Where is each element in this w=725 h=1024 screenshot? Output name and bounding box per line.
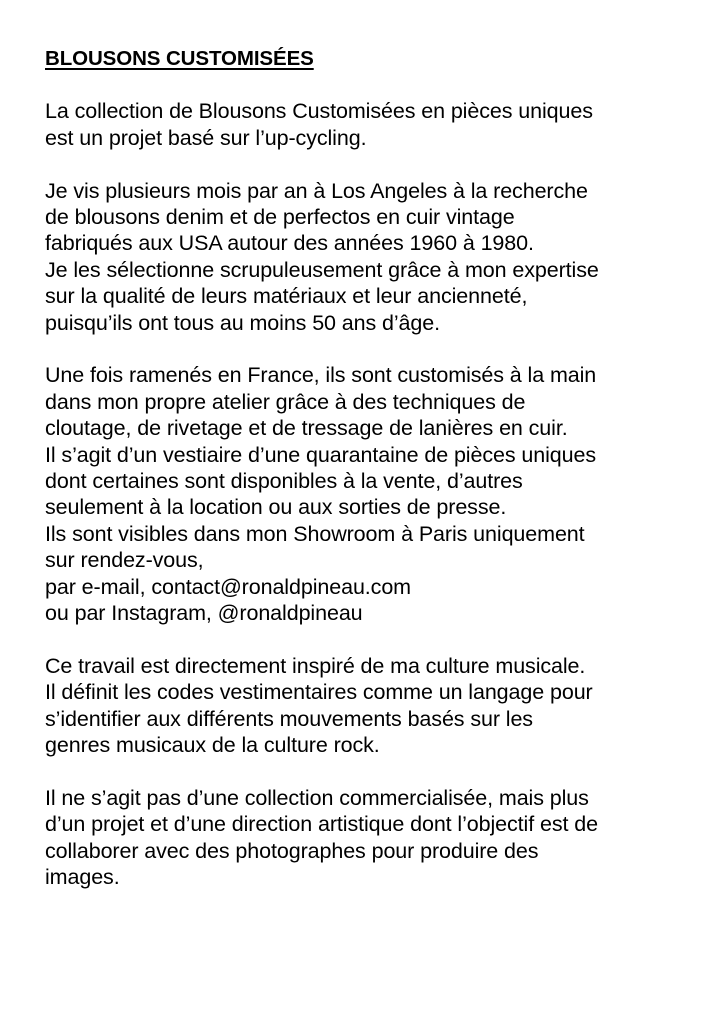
- text-line: La collection de Blousons Customisées en pièces uniques: [45, 99, 593, 124]
- text-line: de blousons denim et de perfectos en cuir vintage: [45, 205, 515, 230]
- paragraph-customisation: [45, 362, 720, 626]
- text-line: Il s’agit d’un vestiaire d’une quarantaine de pièces uniques: [45, 442, 596, 467]
- text-line: Il définit les codes vestimentaires comme un langage pour: [45, 680, 593, 705]
- text-line: puisqu’ils ont tous au moins 50 ans d’âge.: [45, 310, 440, 335]
- contact-email-line: par e-mail, contact@ronaldpineau.com: [45, 574, 411, 599]
- text-line: Une fois ramenés en France, ils sont customisés à la main: [45, 363, 597, 388]
- paragraph-culture: [45, 653, 720, 759]
- text-line: dont certaines sont disponibles à la vente, d’autres: [45, 469, 523, 494]
- text-line: cloutage, de rivetage et de tressage de lanières en cuir.: [45, 416, 568, 441]
- text-line: Ce travail est directement inspiré de ma culture musicale.: [45, 653, 586, 678]
- text-line: genres musicaux de la culture rock.: [45, 733, 380, 758]
- text-line: d’un projet et d’une direction artistique dont l’objectif est de: [45, 812, 598, 837]
- text-line: dans mon propre atelier grâce à des techniques de: [45, 389, 526, 414]
- text-line: Ils sont visibles dans mon Showroom à Paris uniquement: [45, 521, 585, 546]
- text-line: collaborer avec des photographes pour produire des: [45, 838, 539, 863]
- text-line: sur la qualité de leurs matériaux et leur ancienneté,: [45, 284, 528, 309]
- text-line: Je les sélectionne scrupuleusement grâce à mon expertise: [45, 257, 599, 282]
- document-page: [45, 46, 720, 917]
- contact-instagram-line: ou par Instagram, @ronaldpineau: [45, 601, 363, 626]
- text-line: s’identifier aux différents mouvements basés sur les: [45, 706, 533, 731]
- paragraph-intro: [45, 98, 720, 151]
- paragraph-purpose: [45, 785, 720, 891]
- text-line: sur rendez-vous,: [45, 548, 204, 573]
- text-line: seulement à la location ou aux sorties de presse.: [45, 495, 507, 520]
- text-line: Il ne s’agit pas d’une collection commercialisée, mais plus: [45, 785, 589, 810]
- text-line: Je vis plusieurs mois par an à Los Angeles à la recherche: [45, 178, 588, 203]
- paragraph-sourcing: [45, 178, 720, 336]
- text-line: est un projet basé sur l’up-cycling.: [45, 125, 367, 150]
- text-line: images.: [45, 865, 120, 890]
- document-title: BLOUSONS CUSTOMISÉES: [45, 47, 314, 70]
- text-line: fabriqués aux USA autour des années 1960 à 1980.: [45, 231, 534, 256]
